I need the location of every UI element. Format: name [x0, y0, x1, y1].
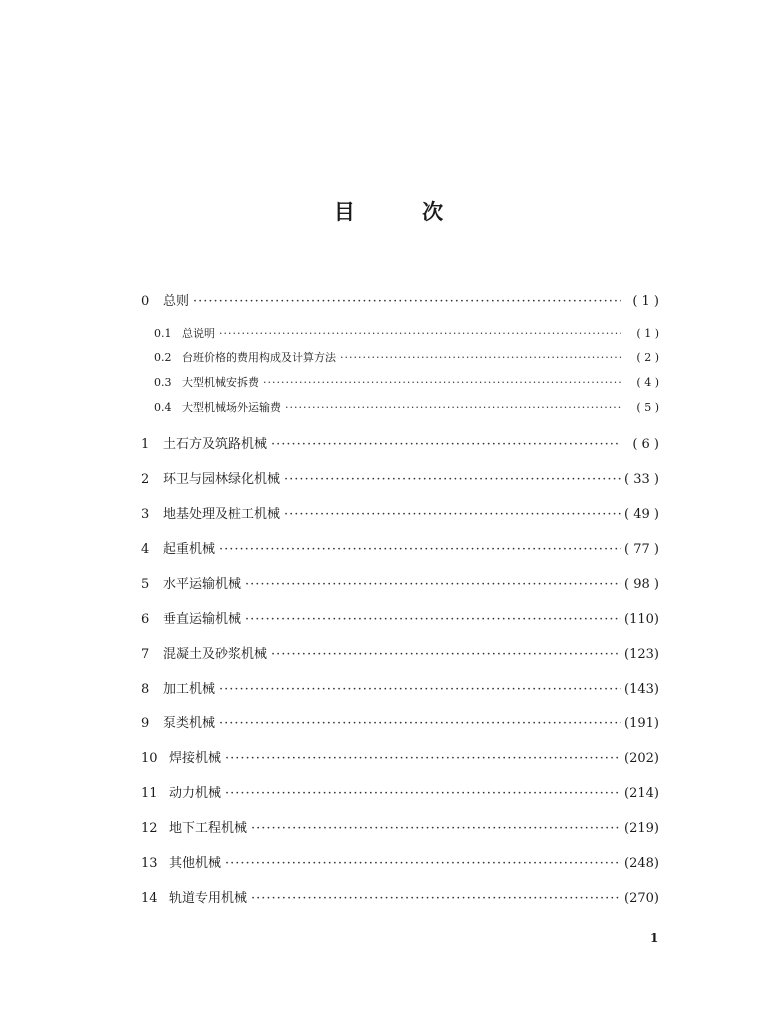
- toc-dot-leader: [225, 786, 621, 801]
- toc-subentry[interactable]: [154, 399, 659, 415]
- toc-dot-leader: [225, 856, 621, 871]
- toc-dot-leader: [245, 612, 621, 627]
- toc-entry-label: 大型机械场外运输费: [182, 401, 281, 414]
- toc-entry-label: 土石方及筑路机械: [163, 437, 268, 452]
- toc-entry[interactable]: [141, 608, 659, 627]
- toc-entry-label: 轨道专用机械: [169, 891, 248, 906]
- toc-entry-label: 环卫与园林绿化机械: [163, 472, 281, 487]
- toc-entry-label: 起重机械: [163, 542, 216, 557]
- toc-entry-page: ( 1 ): [636, 327, 659, 340]
- toc-entry-label: 大型机械安拆费: [182, 376, 259, 389]
- toc-dot-leader: [271, 647, 621, 662]
- toc-entry-label: 总则: [163, 294, 190, 309]
- page-title: 目 次: [333, 200, 474, 224]
- toc-entry-label: 泵类机械: [163, 716, 216, 731]
- toc-dot-leader: [271, 437, 621, 452]
- toc-entry-number: 5: [141, 577, 150, 592]
- toc-entry-page: (270): [624, 891, 659, 906]
- toc-entry-number: 12: [141, 821, 158, 836]
- toc-entry-number: 6: [141, 612, 150, 627]
- toc-dot-leader: [251, 821, 621, 836]
- toc-entry-page: ( 4 ): [636, 376, 659, 389]
- toc-entry[interactable]: [141, 817, 659, 836]
- toc-entry[interactable]: [141, 678, 659, 697]
- toc-entry-number: 4: [141, 542, 150, 557]
- toc-entry[interactable]: [141, 433, 659, 452]
- toc-entry[interactable]: [141, 887, 659, 906]
- toc-entry-number: 0.1: [154, 327, 172, 340]
- toc-entry-number: 1: [141, 437, 150, 452]
- toc-dot-leader: [245, 577, 621, 592]
- toc-entry-page: (219): [624, 821, 659, 836]
- toc-entry-number: 2: [141, 472, 150, 487]
- toc-entry-page: ( 5 ): [636, 401, 659, 414]
- toc-dot-leader: [219, 716, 621, 731]
- toc-dot-leader: [285, 401, 621, 414]
- toc-entry[interactable]: [141, 503, 659, 522]
- toc-entry-page: (248): [624, 856, 659, 871]
- toc-entry[interactable]: [141, 643, 659, 662]
- toc-dot-leader: [284, 472, 621, 487]
- toc-entry-label: 加工机械: [163, 682, 216, 697]
- toc-dot-leader: [219, 682, 621, 697]
- toc-entry-number: 11: [141, 786, 158, 801]
- toc-entry[interactable]: [141, 468, 659, 487]
- toc-dot-leader: [219, 542, 621, 557]
- toc-entry-number: 8: [141, 682, 150, 697]
- toc-entry-page: ( 77 ): [624, 542, 659, 557]
- toc-entry-number: 0.3: [154, 376, 172, 389]
- toc-entry[interactable]: [141, 852, 659, 871]
- toc-entry-page: (214): [624, 786, 659, 801]
- toc-dot-leader: [251, 891, 621, 906]
- toc-entry-number: 0.2: [154, 351, 172, 364]
- toc-entry-number: 0: [141, 294, 150, 309]
- toc-entry-label: 水平运输机械: [163, 577, 242, 592]
- toc-entry-page: ( 33 ): [624, 472, 659, 487]
- page-number: 1: [650, 931, 659, 945]
- toc-entry-label: 其他机械: [169, 856, 222, 871]
- toc-entry-number: 14: [141, 891, 158, 906]
- toc-entry-number: 13: [141, 856, 158, 871]
- toc-entry-page: ( 98 ): [624, 577, 659, 592]
- toc-entry-page: ( 49 ): [624, 507, 659, 522]
- toc-subentry[interactable]: [154, 374, 659, 390]
- toc-entry-page: ( 6 ): [632, 437, 659, 452]
- toc-dot-leader: [263, 376, 621, 389]
- toc-entry[interactable]: [141, 712, 659, 731]
- toc-entry-page: ( 1 ): [632, 294, 659, 309]
- toc-entry[interactable]: [141, 782, 659, 801]
- toc-entry-label: 垂直运输机械: [163, 612, 242, 627]
- toc-entry-label: 焊接机械: [169, 751, 222, 766]
- toc-entry-page: (123): [624, 647, 659, 662]
- toc-entry-label: 总说明: [182, 327, 215, 340]
- toc-entry-page: (143): [624, 682, 659, 697]
- toc-dot-leader: [219, 327, 621, 340]
- toc-dot-leader: [284, 507, 621, 522]
- toc-dot-leader: [340, 351, 621, 364]
- toc-entry-number: 10: [141, 751, 158, 766]
- toc-entry-label: 台班价格的费用构成及计算方法: [182, 351, 336, 364]
- toc-entry[interactable]: [141, 573, 659, 592]
- toc-entry-number: 0.4: [154, 401, 172, 414]
- toc-subentry[interactable]: [154, 349, 659, 365]
- toc-entry-label: 地下工程机械: [169, 821, 248, 836]
- toc-dot-leader: [225, 751, 621, 766]
- toc-entry[interactable]: [141, 747, 659, 766]
- toc-entry[interactable]: [141, 538, 659, 557]
- toc-entry-label: 地基处理及桩工机械: [163, 507, 281, 522]
- toc-entry-page: (110): [624, 612, 659, 627]
- toc-entry-page: ( 2 ): [636, 351, 659, 364]
- toc-entry-number: 3: [141, 507, 150, 522]
- toc-entry-number: 9: [141, 716, 150, 731]
- toc-dot-leader: [193, 294, 621, 309]
- toc-entry-label: 动力机械: [169, 786, 222, 801]
- toc-entry-page: (202): [624, 751, 659, 766]
- toc-entry-label: 混凝土及砂浆机械: [163, 647, 268, 662]
- toc-entry[interactable]: [141, 290, 659, 309]
- toc-entry-page: (191): [624, 716, 659, 731]
- toc-subentry[interactable]: [154, 325, 659, 341]
- toc-entry-number: 7: [141, 647, 150, 662]
